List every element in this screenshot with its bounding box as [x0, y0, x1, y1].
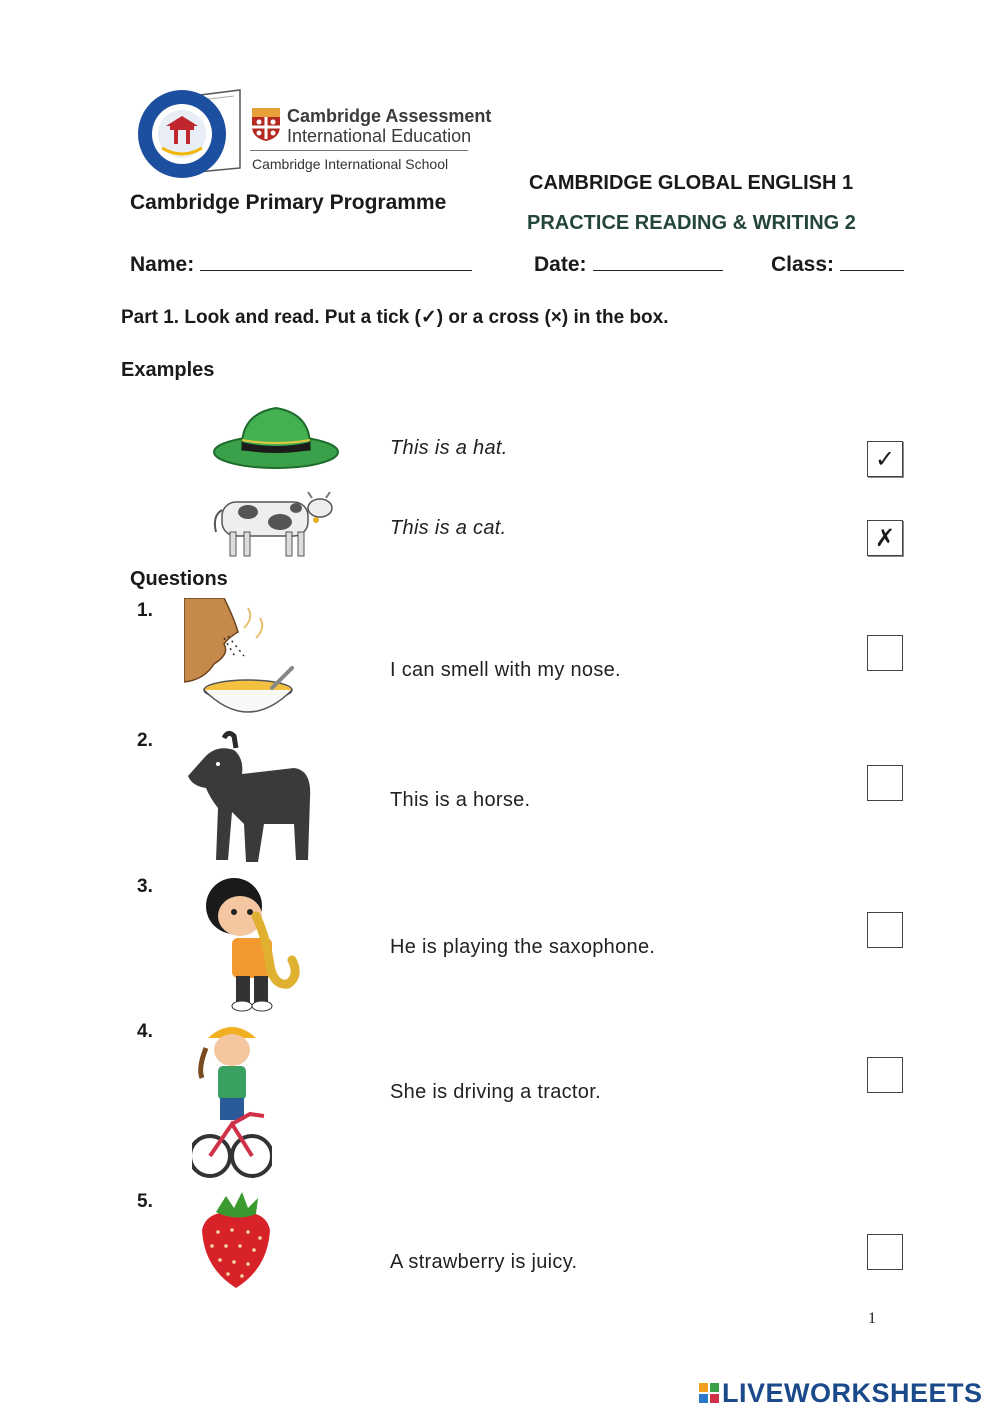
question-1-number: 1. [137, 600, 153, 621]
practice-title: PRACTICE READING & WRITING 2 [527, 212, 856, 234]
date-field [534, 252, 723, 277]
date-label: Date: [534, 253, 587, 276]
girl-on-bicycle-picture [192, 1018, 272, 1182]
cambridge-divider [250, 150, 468, 151]
liveworksheets-brand: LIVEWORKSHEETS [722, 1378, 983, 1408]
questions-heading: Questions [130, 568, 228, 590]
question-1-answer-box[interactable] [867, 635, 903, 671]
question-2-number: 2. [137, 730, 153, 751]
strawberry-picture [198, 1190, 274, 1292]
class-label: Class: [771, 253, 835, 276]
example-2-sentence: This is a cat. [390, 517, 507, 539]
example-2-answer-box[interactable]: ✗ [867, 520, 903, 556]
example-1-sentence: This is a hat. [390, 437, 508, 459]
question-5-answer-box[interactable] [867, 1234, 903, 1270]
name-label: Name: [130, 253, 195, 276]
nose-smelling-soup-picture [184, 598, 300, 718]
course-title: CAMBRIDGE GLOBAL ENGLISH 1 [529, 172, 854, 194]
cambridge-crest-icon [250, 106, 282, 142]
cambridge-line-1: Cambridge Assessment [287, 106, 492, 126]
question-4-answer-box[interactable] [867, 1057, 903, 1093]
programme-title: Cambridge Primary Programme [130, 191, 447, 214]
cow-picture [208, 488, 338, 560]
examples-heading: Examples [121, 359, 215, 381]
cambridge-line-2: International Education [287, 126, 472, 146]
name-field [130, 252, 472, 277]
school-seal-logo [136, 86, 244, 182]
question-4-number: 4. [137, 1021, 153, 1042]
question-3-sentence: He is playing the saxophone. [390, 936, 656, 958]
date-line[interactable] [593, 252, 723, 271]
cambridge-line-3: Cambridge International School [252, 156, 449, 172]
class-field [771, 252, 904, 277]
question-5-number: 5. [137, 1191, 153, 1212]
question-2-answer-box[interactable] [867, 765, 903, 801]
question-2-sentence: This is a horse. [390, 789, 531, 811]
goat-picture [184, 728, 320, 870]
boy-with-saxophone-picture [196, 876, 308, 1012]
question-3-number: 3. [137, 876, 153, 897]
example-1-answer-box[interactable]: ✓ [867, 441, 903, 477]
liveworksheets-logo-icon [698, 1381, 720, 1405]
question-4-sentence: She is driving a tractor. [390, 1081, 601, 1103]
green-hat-picture [212, 404, 340, 474]
part1-instruction: Part 1. Look and read. Put a tick (✓) or a cross (×) in the box. [121, 307, 669, 328]
class-line[interactable] [840, 252, 904, 271]
name-line[interactable] [200, 252, 472, 271]
question-5-sentence: A strawberry is juicy. [390, 1251, 578, 1273]
page-number: 1 [868, 1310, 876, 1327]
question-1-sentence: I can smell with my nose. [390, 659, 621, 681]
question-3-answer-box[interactable] [867, 912, 903, 948]
